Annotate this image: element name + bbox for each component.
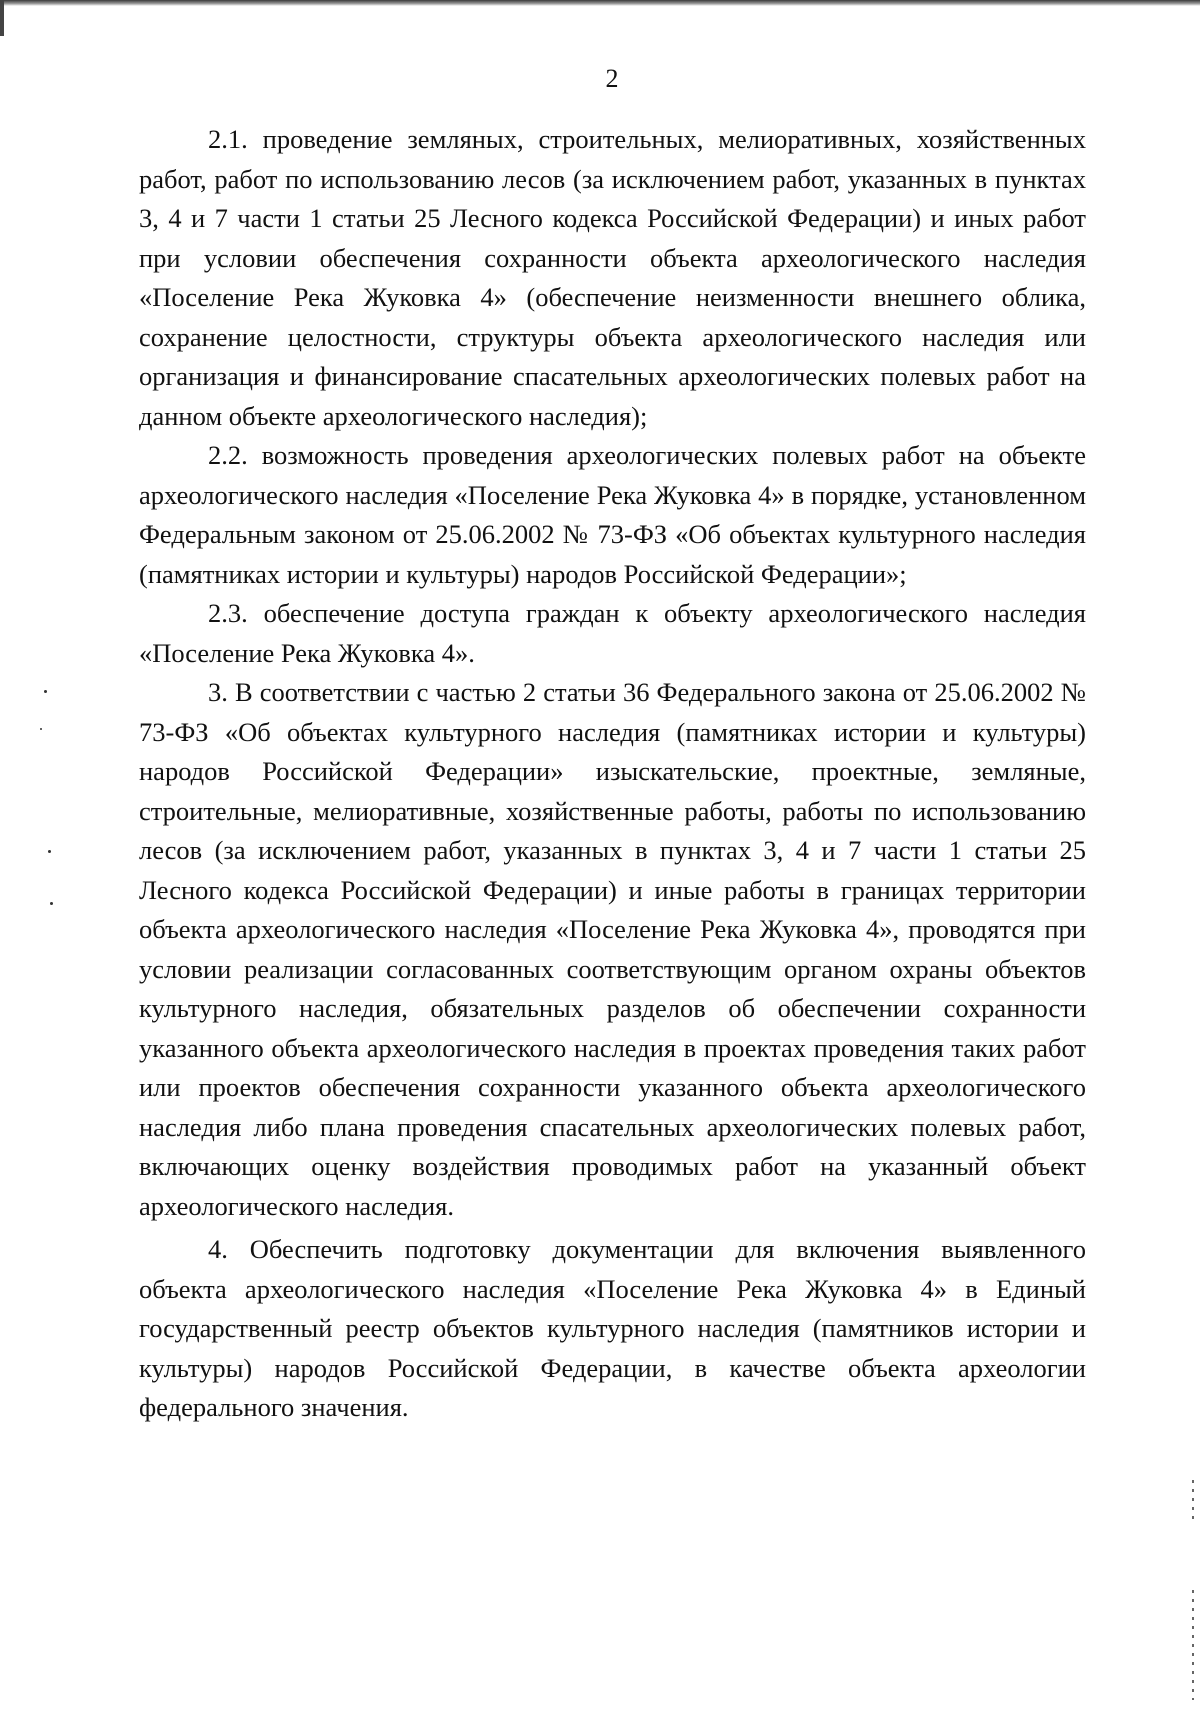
paragraph-2-2: 2.2. возможность проведения археологических полевых работ на объекте археологического наследия «Поселение Река Жуковка 4» в порядке, установленном Федеральным законом от 25.06.2002 № 73-ФЗ «Об объектах культурного наследия (памятниках истории и культуры) народов Российской Федерации»;: [139, 440, 1086, 589]
scan-edge-top: [0, 0, 1200, 6]
page-number: 2: [605, 64, 619, 93]
paragraph-4: 4. Обеспечить подготовку документации для включения выявленного объекта археологического наследия «Поселение Река Жуковка 4» в Единый государственный реестр объектов культурного наследия (памятников истории и культуры) народов Российской Федерации, в качестве объекта археологии федерального значения.: [139, 1234, 1086, 1422]
scan-speck: [44, 690, 47, 693]
scan-margin-marks: [1192, 1480, 1194, 1520]
scan-speck: [50, 902, 53, 905]
scan-speck: [40, 728, 42, 730]
document-body: [139, 120, 1086, 1428]
scan-margin-marks: [1192, 1590, 1194, 1700]
paragraph-3: 3. В соответствии с частью 2 статьи 36 Федерального закона от 25.06.2002 № 73-ФЗ «Об объектах культурного наследия (памятниках истории и культуры) народов Российской Федерации» изыскательские, проектные, земляные, строительные, мелиоративные, хозяйственные работы, работы по использованию лесов (за исключением работ, указанных в пунктах 3, 4 и 7 части 1 статьи 25 Лесного кодекса Российской Федерации) и иные работы в границах территории объекта археологического наследия «Поселение Река Жуковка 4», проводятся при условии реализации согласованных соответствующим органом охраны объектов культурного наследия, обязательных разделов об обеспечении сохранности указанного объекта археологического наследия в проектах проведения таких работ или проектов обеспечения сохранности указанного объекта археологического наследия либо плана проведения спасательных археологических полевых работ, включающих оценку воздействия проводимых работ на указанный объект археологического наследия.: [139, 677, 1086, 1221]
paragraph-2-1: 2.1. проведение земляных, строительных, мелиоративных, хозяйственных работ, работ по использованию лесов (за исключением работ, указанных в пунктах 3, 4 и 7 части 1 статьи 25 Лесного кодекса Российской Федерации) и иных работ при условии обеспечения сохранности объекта археологического наследия «Поселение Река Жуковка 4» (обеспечение неизменности внешнего облика, сохранение целостности, структуры объекта археологического наследия или организация и финансирование спасательных археологических полевых работ на данном объекте археологического наследия);: [139, 124, 1086, 431]
paragraph-2-3: 2.3. обеспечение доступа граждан к объекту археологического наследия «Поселение Река Жуковка 4».: [139, 598, 1086, 668]
scan-speck: [48, 850, 51, 853]
scan-edge-left: [0, 0, 4, 36]
